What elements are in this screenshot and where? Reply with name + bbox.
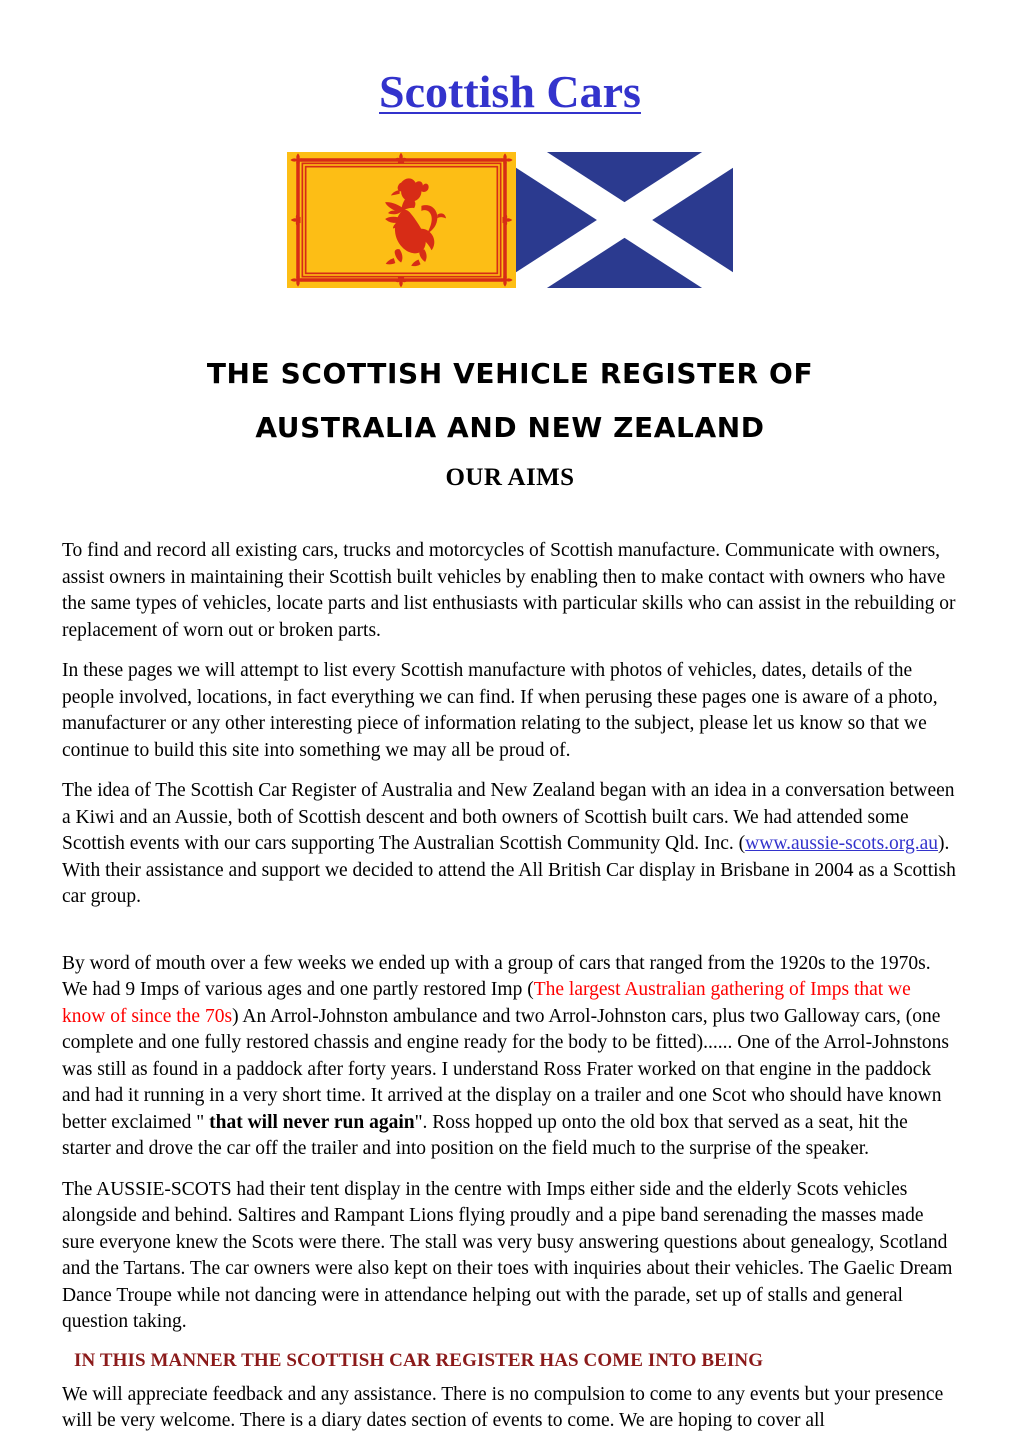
register-heading-line-2: AUSTRALIA AND NEW ZEALAND xyxy=(255,411,765,445)
flag-banner xyxy=(62,152,958,288)
saltire-flag-icon xyxy=(516,152,733,288)
paragraph-origin-text-before: The idea of The Scottish Car Register of Australia and New Zealand began with an idea in a conversation between a Kiwi and an Aussie, both of Scottish descent and both owners of Scottish built cars. We had attended some Scottish events with our cars supporting The Australian Scottish Community Qld. Inc. ( xyxy=(62,780,955,855)
site-title-link[interactable]: Scottish Cars xyxy=(379,66,641,117)
paragraph-aims: To find and record all existing cars, trucks and motorcycles of Scottish manufacture. Communicate with owners, assist owners in maintaining their Scottish built vehicles by enabling then to make contact with owners who have the same types of vehicles, locate parts and list enthusiasts with particular skills who can assist in the rebuilding or replacement of worn out or broken parts. xyxy=(62,540,956,641)
page-title xyxy=(62,0,958,116)
paragraph-display xyxy=(62,951,958,1163)
royal-standard-of-scotland-icon xyxy=(287,152,516,288)
aussie-scots-link[interactable]: www.aussie-scots.org.au xyxy=(745,833,938,855)
come-into-being-statement: IN THIS MANNER THE SCOTTISH CAR REGISTER HAS COME INTO BEING xyxy=(74,1349,764,1371)
paragraph-display-text-2: ) An Arrol-Johnston ambulance and two Arrol-Johnston cars, plus two Galloway cars, (one complete and one fully restored chassis and engine ready for the body to be fitted)...... One of the Arrol-Johnstons was still as found in a paddock after forty years. I understand Ross Frater worked on that engine in the paddock and had it running in a very short time. It arrived at the display on a trailer and one Scot who should have known better exclaimed " xyxy=(62,1005,950,1133)
paragraph-display-text-1: By word of mouth over a few weeks we ended up with a group of cars that ranged from the 1920s to the 1970s. We had 9 Imps of various ages and one partly restored Imp ( xyxy=(62,952,931,1001)
paragraph-origin xyxy=(62,778,958,911)
paragraph-origin-text-after: ). With their assistance and support we decided to attend the All British Car display in Brisbane in 2004 as a Scottish car group. xyxy=(62,833,956,908)
our-aims-subtitle: OUR AIMS xyxy=(445,464,575,492)
register-heading-line-1: THE SCOTTISH VEHICLE REGISTER OF xyxy=(206,357,814,391)
flags-container xyxy=(287,152,733,288)
paragraph-aussie-scots-tent: The AUSSIE-SCOTS had their tent display in the centre with Imps either side and the elderly Scots vehicles alongside and behind. Saltires and Rampant Lions flying proudly and a pipe band serenading the masses made sure everyone knew the Scots were there. The stall was very busy answering questions about genealogy, Scotland and the Tartans. The car owners were also kept on their toes with inquiries about their vehicles. The Gaelic Dream Dance Troupe while not dancing were in attendance helping out with the parade, set up of stalls and general question taking. xyxy=(62,1178,953,1333)
paragraph-pages: In these pages we will attempt to list every Scottish manufacture with photos of vehicles, dates, details of the people involved, locations, in fact everything we can find. If when perusing these pages one is aware of a photo, manufacturer or any other interesting piece of information relating to the subject, please let us know so that we continue to build this site into something we may all be proud of. xyxy=(62,660,938,761)
paragraph-display-text-3: ". Ross hopped up onto the old box that served as a seat, hit the starter and drove the car off the trailer and into position on the field much to the surprise of the speaker. xyxy=(62,1111,908,1160)
imps-highlight-text: The largest Australian gathering of Imps that we know of since the 70s xyxy=(62,979,911,1027)
paragraph-feedback: We will appreciate feedback and any assistance. There is no compulsion to come to any events but your presence will be very welcome. There is a diary dates section of events to come. We are hoping to cover all xyxy=(62,1383,944,1432)
body-copy xyxy=(62,538,958,1435)
never-run-again-quote: that will never run again xyxy=(209,1111,415,1133)
